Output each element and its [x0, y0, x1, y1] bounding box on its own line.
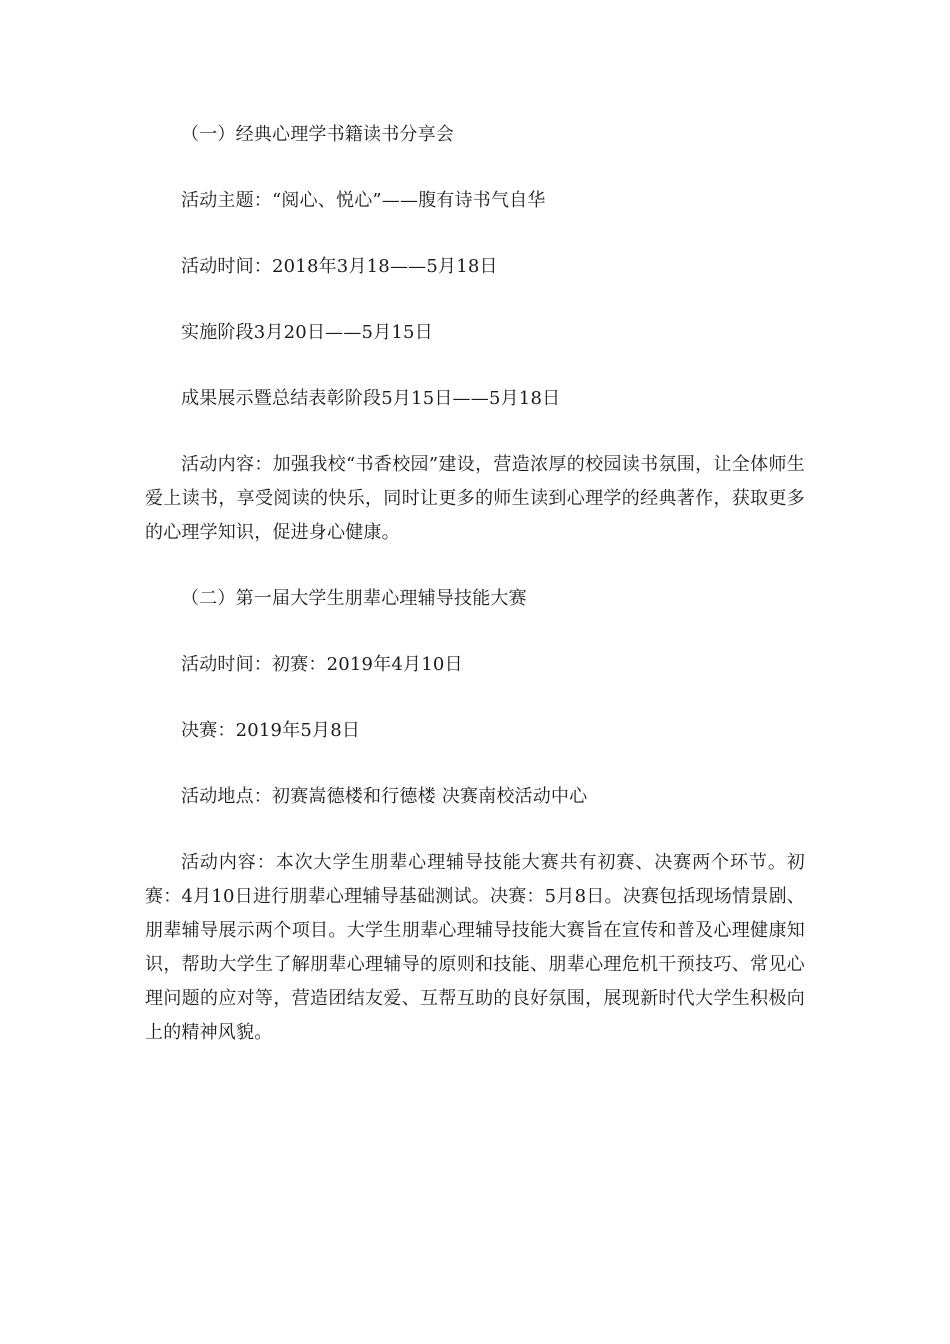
- activity-content-contest: 活动内容：本次大学生朋辈心理辅导技能大赛共有初赛、决赛两个环节。初赛：4月10日进行朋辈心理辅导基础测试。决赛：5月8日。决赛包括现场情景剧、朋辈辅导展示两个项目。大学生朋辈心理辅导技能大赛旨在宣传和普及心理健康知识，帮助大学生了解朋辈心理辅导的原则和技能、朋辈心理危机干预技巧、常见心理问题的应对等，营造团结友爱、互帮互助的良好氛围，展现新时代大学生积极向上的精神风貌。: [145, 852, 805, 1043]
- activity-time-reading: 活动时间：2018年3月18——5月18日: [181, 256, 498, 277]
- activity-theme: 活动主题：“阅心、悦心”——腹有诗书气自华: [181, 190, 546, 211]
- results-stage: 成果展示暨总结表彰阶段5月15日——5月18日: [181, 388, 561, 409]
- document-body: [145, 118, 805, 1082]
- section-heading-peer-contest: （二）第一届大学生朋辈心理辅导技能大赛: [181, 588, 527, 609]
- activity-location: 活动地点：初赛嵩德楼和行德楼 决赛南校活动中心: [181, 786, 588, 807]
- final-date: 决赛：2019年5月8日: [181, 720, 361, 741]
- section-heading-reading-share: （一）经典心理学书籍读书分享会: [181, 124, 454, 145]
- implementation-stage: 实施阶段3月20日——5月15日: [181, 322, 433, 343]
- activity-content-reading: 活动内容：加强我校“书香校园”建设，营造浓厚的校园读书氛围，让全体师生爱上读书，享受阅读的快乐，同时让更多的师生读到心理学的经典著作，获取更多的心理学知识，促进身心健康。: [145, 454, 805, 543]
- activity-time-contest: 活动时间：初赛：2019年4月10日: [181, 654, 463, 675]
